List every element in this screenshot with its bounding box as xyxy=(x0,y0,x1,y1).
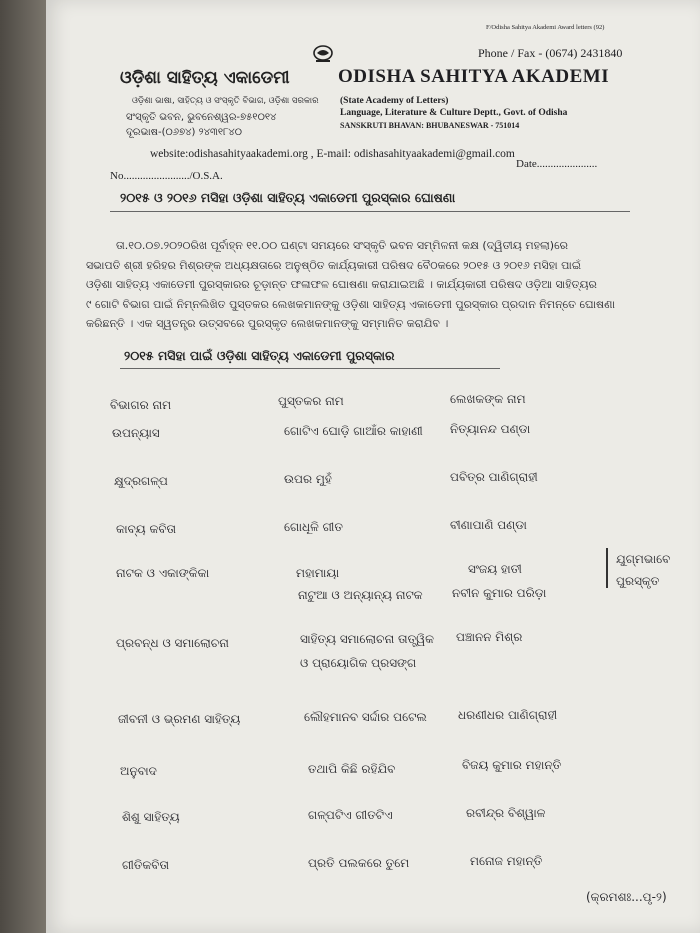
awards-section-title: ୨୦୧୫ ମସିହା ପାଇଁ ଓଡ଼ିଶା ସାହିତ୍ୟ ଏକାଡେମୀ ପୁରସ୍କାର xyxy=(124,348,395,363)
row-5-book-1: ସାହିତ୍ୟ ସମାଲୋଚନା ତାତ୍ତ୍ୱିକ xyxy=(300,632,435,646)
letter-number: No......................../O.S.A. xyxy=(110,170,223,182)
row-9-book: ପ୍ରତି ପଲକରେ ତୁମେ xyxy=(308,856,410,870)
joint-award-bracket xyxy=(606,548,608,588)
row-5-category: ପ୍ରବନ୍ଧ ଓ ସମାଲୋଚନା xyxy=(116,636,229,650)
row-2-author: ପବିତ୍ର ପାଣିଗ୍ରାହୀ xyxy=(450,470,538,484)
phone-fax: Phone / Fax - (0674) 2431840 xyxy=(478,46,623,60)
row-6-author: ଧରଣୀଧର ପାଣିଗ୍ରାହୀ xyxy=(458,708,558,722)
state-academy-label: (State Academy of Letters) xyxy=(340,96,449,106)
row-6-book: ଲୌହମାନବ ସର୍ଦ୍ଦାର ପଟେଲ xyxy=(304,710,427,724)
announcement-paragraph: ତା.୧୦.୦୭.୨୦୨୦ରିଖ ପୂର୍ବାହ୍ନ ୧୧.୦୦ ଘଣ୍ଟା ସମୟରେ ସଂସ୍କୃତି ଭବନ ସମ୍ମିଳନୀ କକ୍ଷ (ଦ୍ୱିତୀୟ ମହଲା)ରେ ସଭାପତି ଶ୍ରୀ ହରିହର ମିଶ୍ରଙ୍କ ଅଧ୍ୟକ୍ଷତାରେ ଅନୁଷ୍ଠିତ କାର୍ଯ୍ୟକାରୀ ପରିଷଦ ବୈଠକରେ ୨୦୧୫ ଓ ୨୦୧୬ ମସିହା ପାଇଁ ଓଡ଼ିଶା ସାହିତ୍ୟ ଏକାଡେମୀ ପୁରସ୍କାରର ଚୂଡ଼ାନ୍ତ ଫଳାଫଳ ଘୋଷଣା କରାଯାଇଅଛି । କାର୍ଯ୍ୟକାରୀ ପରିଷଦ ଓଡ଼ିଆ ସାହିତ୍ୟର ୯ ଗୋଟି ବିଭାଗ ପାଇଁ ନିମ୍ନଲିଖିତ ପୁସ୍ତକର ଲେଖକମାନଙ୍କୁ ଓଡ଼ିଶା ସାହିତ୍ୟ ଏକାଡେମୀ ପୁରସ୍କାର ପ୍ରଦାନ ନିମନ୍ତେ ଘୋଷଣା କରିଛନ୍ତି । ଏକ ସ୍ୱତନ୍ତ୍ର ଉତ୍ସବରେ ପୁରସ୍କୃତ ଲେଖକମାନଙ୍କୁ ସମ୍ମାନିତ କରାଯିବ । xyxy=(86,239,615,330)
date-label: Date...................... xyxy=(516,158,598,170)
section-underline xyxy=(120,368,500,369)
row-8-category: ଶିଶୁ ସାହିତ୍ୟ xyxy=(122,810,180,824)
row-2-book: ଉପର ମୁହଁ xyxy=(284,472,332,486)
row-7-category: ଅନୁବାଦ xyxy=(120,764,157,778)
row-7-author: ବିଜୟ କୁମାର ମହାନ୍ତି xyxy=(462,758,562,772)
background-edge xyxy=(0,0,46,933)
column-header-author: ଲେଖକଙ୍କ ନାମ xyxy=(450,392,526,406)
address-english: SANSKRUTI BHAVAN: BHUBANESWAR - 751014 xyxy=(340,121,520,130)
row-5-book-2: ଓ ପ୍ରାୟୋଗିକ ପ୍ରସଙ୍ଗ xyxy=(300,656,417,670)
column-header-category: ବିଭାଗର ନାମ xyxy=(110,398,172,412)
joint-award-note-2: ପୁରସ୍କୃତ xyxy=(616,574,660,588)
file-reference: F/Odisha Sahitya Akademi Award letters (92) xyxy=(486,24,605,31)
row-4-book-1: ମହାମାୟା xyxy=(296,566,340,580)
department-label: Language, Literature & Culture Deptt., Govt. of Odisha xyxy=(340,108,568,118)
row-4-author-1: ସଂଜୟ ହାତୀ xyxy=(468,562,522,576)
row-9-category: ଗୀତିକବିତା xyxy=(122,858,169,872)
row-7-book: ତଥାପି କିଛି ରହିଯିବ xyxy=(308,762,396,776)
row-8-book: ଗଳ୍ପଟିଏ ଗୀତଟିଏ xyxy=(308,808,393,822)
row-5-author: ପଞ୍ଚାନନ ମିଶ୍ର xyxy=(456,630,523,644)
continued-note: (କ୍ରମଶଃ...ପୃ-୨) xyxy=(586,890,667,904)
row-3-book: ଗୋଧୂଳି ଗୀତ xyxy=(284,520,343,534)
akademi-logo-icon xyxy=(312,44,334,64)
akademi-name-odia: ଓଡ଼ିଶା ସାହିତ୍ୟ ଏକାଡେମୀ xyxy=(120,68,290,88)
row-1-author: ନିତ୍ୟାନନ୍ଦ ପଣ୍ଡା xyxy=(450,422,531,436)
row-1-book: ଗୋଟିଏ ଘୋଡ଼ି ଗାଆଁର କାହାଣୀ xyxy=(284,424,423,438)
row-4-book-2: ନାଟୁଆ ଓ ଅନ୍ୟାନ୍ୟ ନାଟକ xyxy=(298,588,423,602)
row-3-author: ବୀଣାପାଣି ପଣ୍ଡା xyxy=(450,518,527,532)
website-email: website:odishasahityaakademi.org , E-mail: odishasahityaakademi@gmail.com xyxy=(150,148,515,160)
row-4-category: ନାଟକ ଓ ଏକାଙ୍କିକା xyxy=(116,566,210,580)
row-3-category: କାବ୍ୟ କବିତା xyxy=(116,522,177,536)
title-underline xyxy=(110,211,630,212)
row-6-category: ଜୀବନୀ ଓ ଭ୍ରମଣ ସାହିତ୍ୟ xyxy=(118,712,241,726)
row-1-category: ଉପନ୍ୟାସ xyxy=(112,426,160,440)
row-4-author-2: ନବୀନ କୁମାର ପରିଡ଼ା xyxy=(452,586,547,600)
address-odia-line1: ଓଡ଼ିଶା ଭାଷା, ସାହିତ୍ୟ ଓ ସଂସ୍କୃତି ବିଭାଗ, ଓଡ଼ିଶା ସରକାର xyxy=(132,96,319,106)
row-2-category: କ୍ଷୁଦ୍ରଗଳ୍ପ xyxy=(114,474,168,488)
row-9-author: ମନୋଜ ମହାନ୍ତି xyxy=(470,854,543,868)
akademi-name-english: ODISHA SAHITYA AKADEMI xyxy=(338,66,610,87)
announcement-title: ୨୦୧୫ ଓ ୨୦୧୬ ମସିହା ଓଡ଼ିଶା ସାହିତ୍ୟ ଏକାଡେମୀ ପୁରସ୍କାର ଘୋଷଣା xyxy=(120,190,456,205)
address-odia-line2: ସଂସ୍କୃତି ଭବନ, ଭୁବନେଶ୍ୱର-୭୫୧୦୧୪ xyxy=(126,112,277,123)
letter-sheet xyxy=(46,0,700,933)
column-header-book: ପୁସ୍ତକର ନାମ xyxy=(278,394,344,408)
address-odia-line3: ଦୂରଭାଷ-(୦୬୭୪) ୨୪୩୧୮୪୦ xyxy=(126,127,242,138)
row-8-author: ରବୀନ୍ଦ୍ର ବିଶ୍ୱାଳ xyxy=(466,806,546,820)
joint-award-note-1: ଯୁଗ୍ମଭାବେ xyxy=(616,552,671,566)
